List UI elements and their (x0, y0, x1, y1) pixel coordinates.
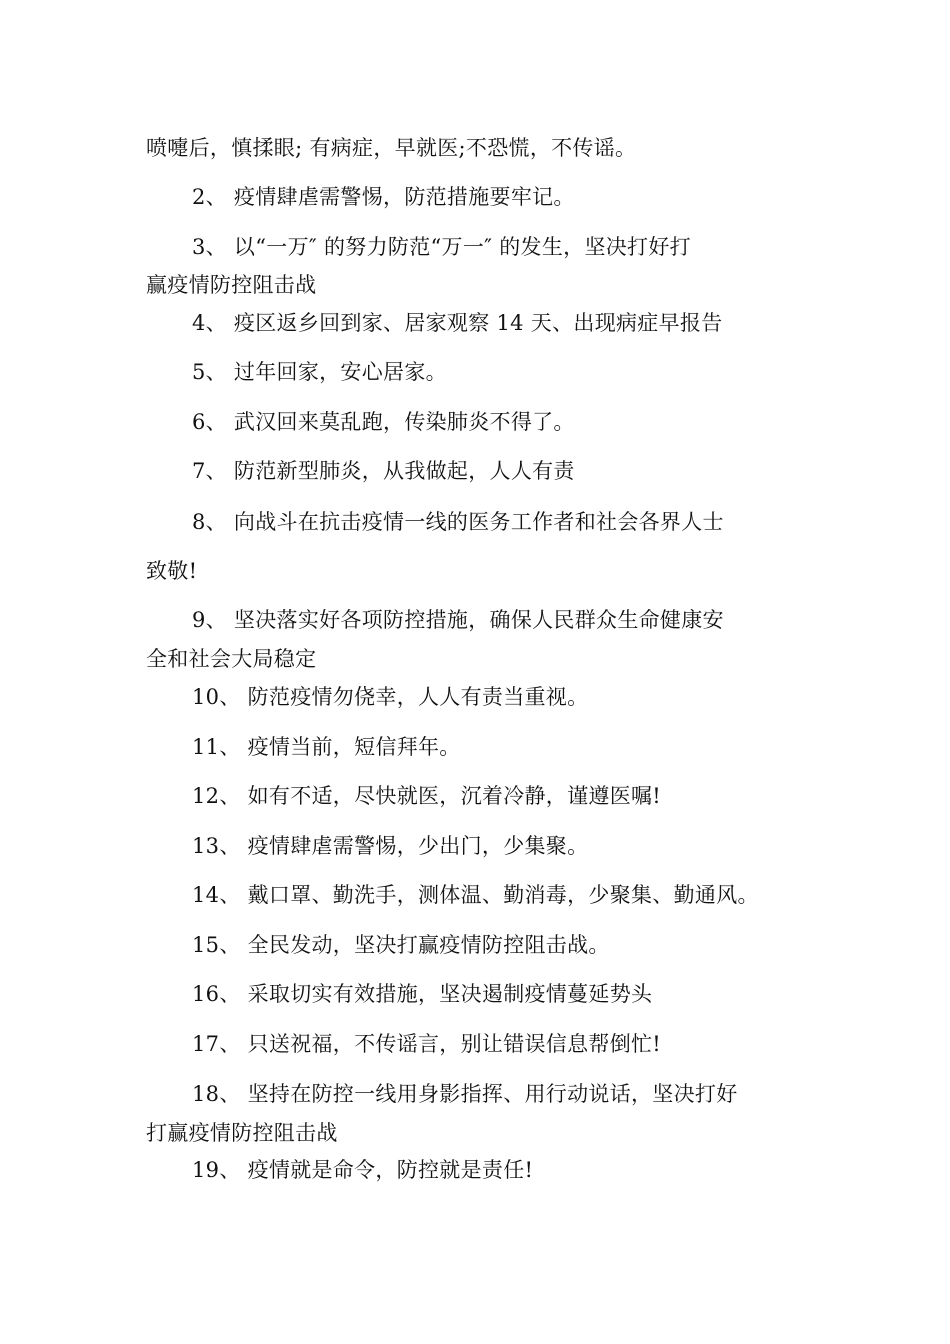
list-item: 4、 疫区返乡回到家、居家观察 14 天、出现病症早报告 (192, 311, 723, 335)
list-item: 14、 戴口罩、勤洗手，测体温、勤消毒，少聚集、勤通风。 (192, 883, 759, 907)
list-item: 7、 防范新型肺炎，从我做起，人人有责 (192, 459, 575, 483)
list-item: 10、 防范疫情勿侥幸，人人有责当重视。 (192, 685, 589, 709)
list-item: 19、 疫情就是命令，防控就是责任! (192, 1158, 534, 1182)
text-line: 全和社会大局稳定 (146, 647, 317, 671)
list-item: 15、 全民发动，坚决打赢疫情防控阻击战。 (192, 933, 610, 957)
list-item: 11、 疫情当前，短信拜年。 (192, 735, 461, 759)
list-item: 2、 疫情肆虐需警惕，防范措施要牢记。 (192, 185, 575, 209)
list-item: 17、 只送祝福，不传谣言，别让错误信息帮倒忙! (192, 1032, 662, 1056)
text-line: 赢疫情防控阻击战 (146, 273, 317, 297)
list-item: 9、 坚决落实好各项防控措施，确保人民群众生命健康安 (192, 608, 724, 632)
list-item: 12、 如有不适，尽快就医，沉着冷静，谨遵医嘱! (192, 784, 662, 808)
list-item: 5、 过年回家，安心居家。 (192, 360, 447, 384)
list-item: 8、 向战斗在抗击疫情一线的医务工作者和社会各界人士 (192, 510, 724, 534)
list-item: 16、 采取切实有效措施，坚决遏制疫情蔓延势头 (192, 982, 653, 1006)
text-line: 喷嚏后，慎揉眼; 有病症，早就医;不恐慌，不传谣。 (146, 136, 637, 160)
list-item: 6、 武汉回来莫乱跑，传染肺炎不得了。 (192, 410, 575, 434)
list-item: 13、 疫情肆虐需警惕，少出门，少集聚。 (192, 834, 589, 858)
text-line: 打赢疫情防控阻击战 (146, 1121, 338, 1145)
list-item: 3、 以“一万″ 的努力防范“万一″ 的发生，坚决打好打 (192, 235, 691, 259)
list-item: 18、 坚持在防控一线用身影指挥、用行动说话，坚决打好 (192, 1082, 738, 1106)
text-line: 致敬! (146, 559, 198, 583)
